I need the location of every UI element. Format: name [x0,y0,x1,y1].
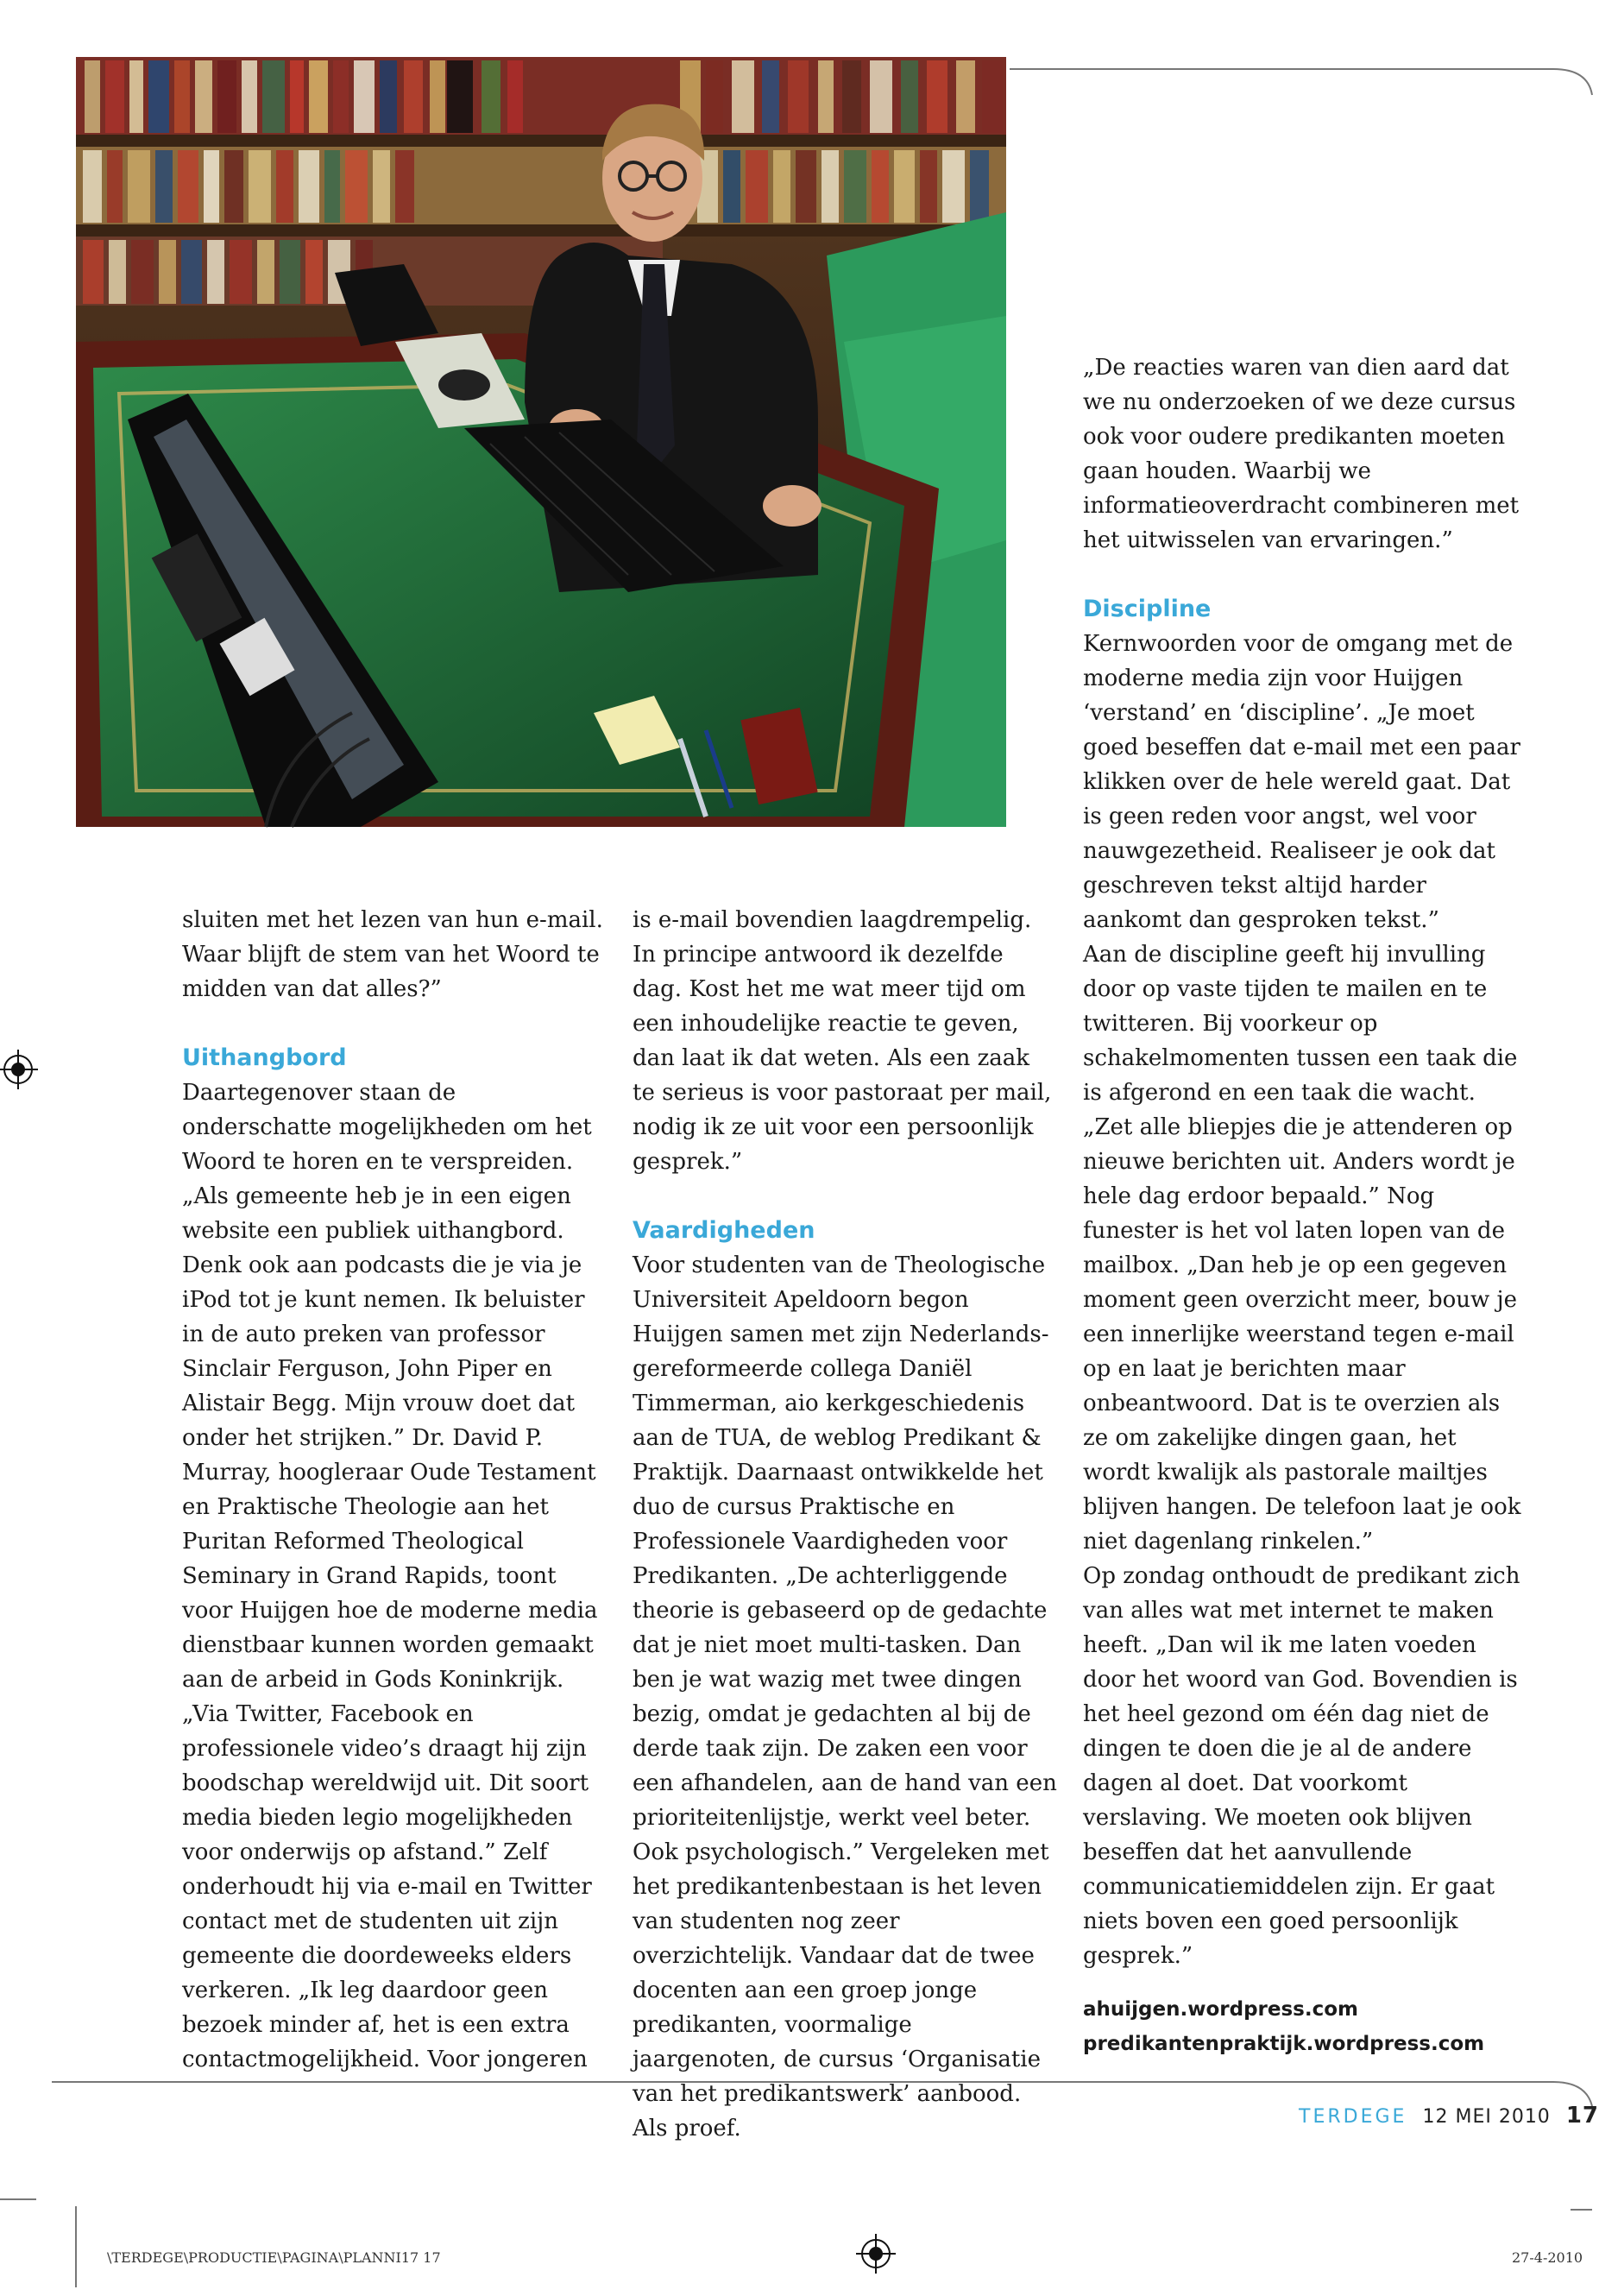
article-column-2 [633,903,1057,2146]
weblink-predikantenpraktijk[interactable]: predikantenpraktijk.wordpress.com [1083,2033,1485,2055]
col2-paragraph-2: Voor studenten van de Theologische Universiteit Apeldoorn begon Huijgen samen met zijn Nederlands-gereformeerde collega Daniël Timmerman, aio kerkgeschiedenis aan de TUA, de weblog Predikant & Praktijk. Daarnaast ontwikkelde het duo de cursus Praktische en Professionele Vaardigheden voor Predikanten. „De achterliggende theorie is gebaseerd op de gedachte dat je niet moet multi-tasken. Dan ben je wat wazig met twee dingen bezig, omdat je gedachten al bij de derde taak zijn. De zaken een voor een afhandelen, aan de hand van een prioriteitenlijstje, werkt veel beter. Ook psychologisch.” Vergeleken met het predikantenbestaan is het leven van studenten nog zeer overzichtelijk. Vandaar dat de twee docenten aan een groep jonge predikanten, voormalige jaargenoten, de cursus ‘Organisatie van het predikantswerk’ aanbood. Als proef. [633,1252,1057,2141]
print-slug-path: \TERDEGE\PRODUCTIE\PAGINA\PLANNI17 17 [107,2249,441,2266]
subheading-discipline: Discipline [1083,596,1212,622]
page-footer [1299,2103,1599,2129]
article-photo [76,57,1006,827]
issue-date: 12 MEI 2010 [1422,2106,1551,2128]
article-column-1 [182,903,610,2077]
photo-illustration [76,57,1006,827]
col3-paragraph-2: Kernwoorden voor de omgang met de moderne media zijn voor Huijgen ‘verstand’ en ‘discipline’. „Je moet goed beseffen dat e-mail met een paar klikken over de hele wereld gaat. Dat is geen reden voor angst, wel voor nauwgezetheid. Realiseer je ook dat geschreven tekst altijd harder aankomt dan gesproken tekst.” [1083,631,1520,933]
article-column-3 [1083,350,1523,2061]
col1-paragraph-2: Daartegenover staan de onderschatte mogelijkheden om het Woord te horen en te verspreiden. „Als gemeente heb je in een eigen website een publiek uithangbord. Denk ook aan podcasts die je via je iPod tot je kunt nemen. Ik beluister in de auto preken van professor Sinclair Ferguson, John Piper en Alistair Begg. Mijn vrouw doet dat onder het strijken.” Dr. David P. Murray, hoogleraar Oude Testament en Praktische Theologie aan het Puritan Reformed Theological Seminary in Grand Rapids, toont voor Huijgen hoe de moderne media dienstbaar kunnen worden gemaakt aan de arbeid in Gods Koninkrijk. „Via Twitter, Facebook en professionele video’s draagt hij zijn boodschap wereldwijd uit. Dit soort media bieden legio mogelijkheden voor onderwijs op afstand.” Zelf onderhoudt hij via e-mail en Twitter contact met de studenten uit zijn gemeente die doordeweeks elders verkeren. „Ik leg daardoor geen bezoek minder af, het is een extra contactmogelijkheid. Voor jongeren [182,1080,598,2072]
subheading-uithangbord: Uithangbord [182,1044,347,1071]
col3-paragraph-4: Op zondag onthoudt de predikant zich van alles wat met internet te maken heeft. „Dan wil ik me laten voeden door het woord van God. Bovendien is het heel gezond om één dag niet de dingen te doen die je al de andere dagen al doet. Dat voorkomt verslaving. We moeten ook blijven beseffen dat het aanvullende communicatiemiddelen zijn. Er gaat niets boven een goed persoonlijk gesprek.” [1083,1563,1520,1969]
weblink-ahuijgen[interactable]: ahuijgen.wordpress.com [1083,1998,1358,2021]
col1-paragraph-1: sluiten met het lezen van hun e-mail. Waar blijft de stem van het Woord te midden van dat alles?” [182,907,603,1002]
subheading-vaardigheden: Vaardigheden [633,1217,815,1244]
page-number: 17 [1565,2103,1599,2129]
col3-paragraph-3: Aan de discipline geeft hij invulling door op vaste tijden te mailen en te twitteren. Bij voorkeur op schakelmomenten tussen een taak die is afgerond en een taak die wacht. „Zet alle bliepjes die je attenderen op nieuwe berichten uit. Anders wordt je hele dag erdoor bepaald.” Nog funester is het vol laten lopen van de mailbox. „Dan heb je op een gegeven moment geen overzicht meer, bouw je een innerlijke weerstand tegen e-mail op en laat je berichten maar onbeantwoord. Dat is te overzien als ze om zakelijke dingen gaan, het wordt kwalijk als pastorale mailtjes blijven hangen. De telefoon laat je ook niet dagenlang rinkelen.” [1083,942,1521,1555]
print-slug-date: 27-4-2010 [1512,2249,1583,2266]
registration-mark-icon [3,1055,33,1084]
col2-paragraph-1: is e-mail bovendien laagdrempelig. In principe antwoord ik dezelfde dag. Kost het me wat meer tijd om een inhoudelijke reactie te geven, dan laat ik dat weten. Als een zaak te serieus is voor pastoraat per mail, nodig ik ze uit voor een persoonlijk gesprek.” [633,907,1052,1175]
registration-mark-icon [861,2239,891,2268]
col3-paragraph-1: „De reacties waren van dien aard dat we nu onderzoeken of we deze cursus ook voor oudere predikanten moeten gaan houden. Waarbij we informatieoverdracht combineren met het uitwisselen van ervaringen.” [1083,355,1520,553]
magazine-name: TERDEGE [1299,2106,1407,2128]
